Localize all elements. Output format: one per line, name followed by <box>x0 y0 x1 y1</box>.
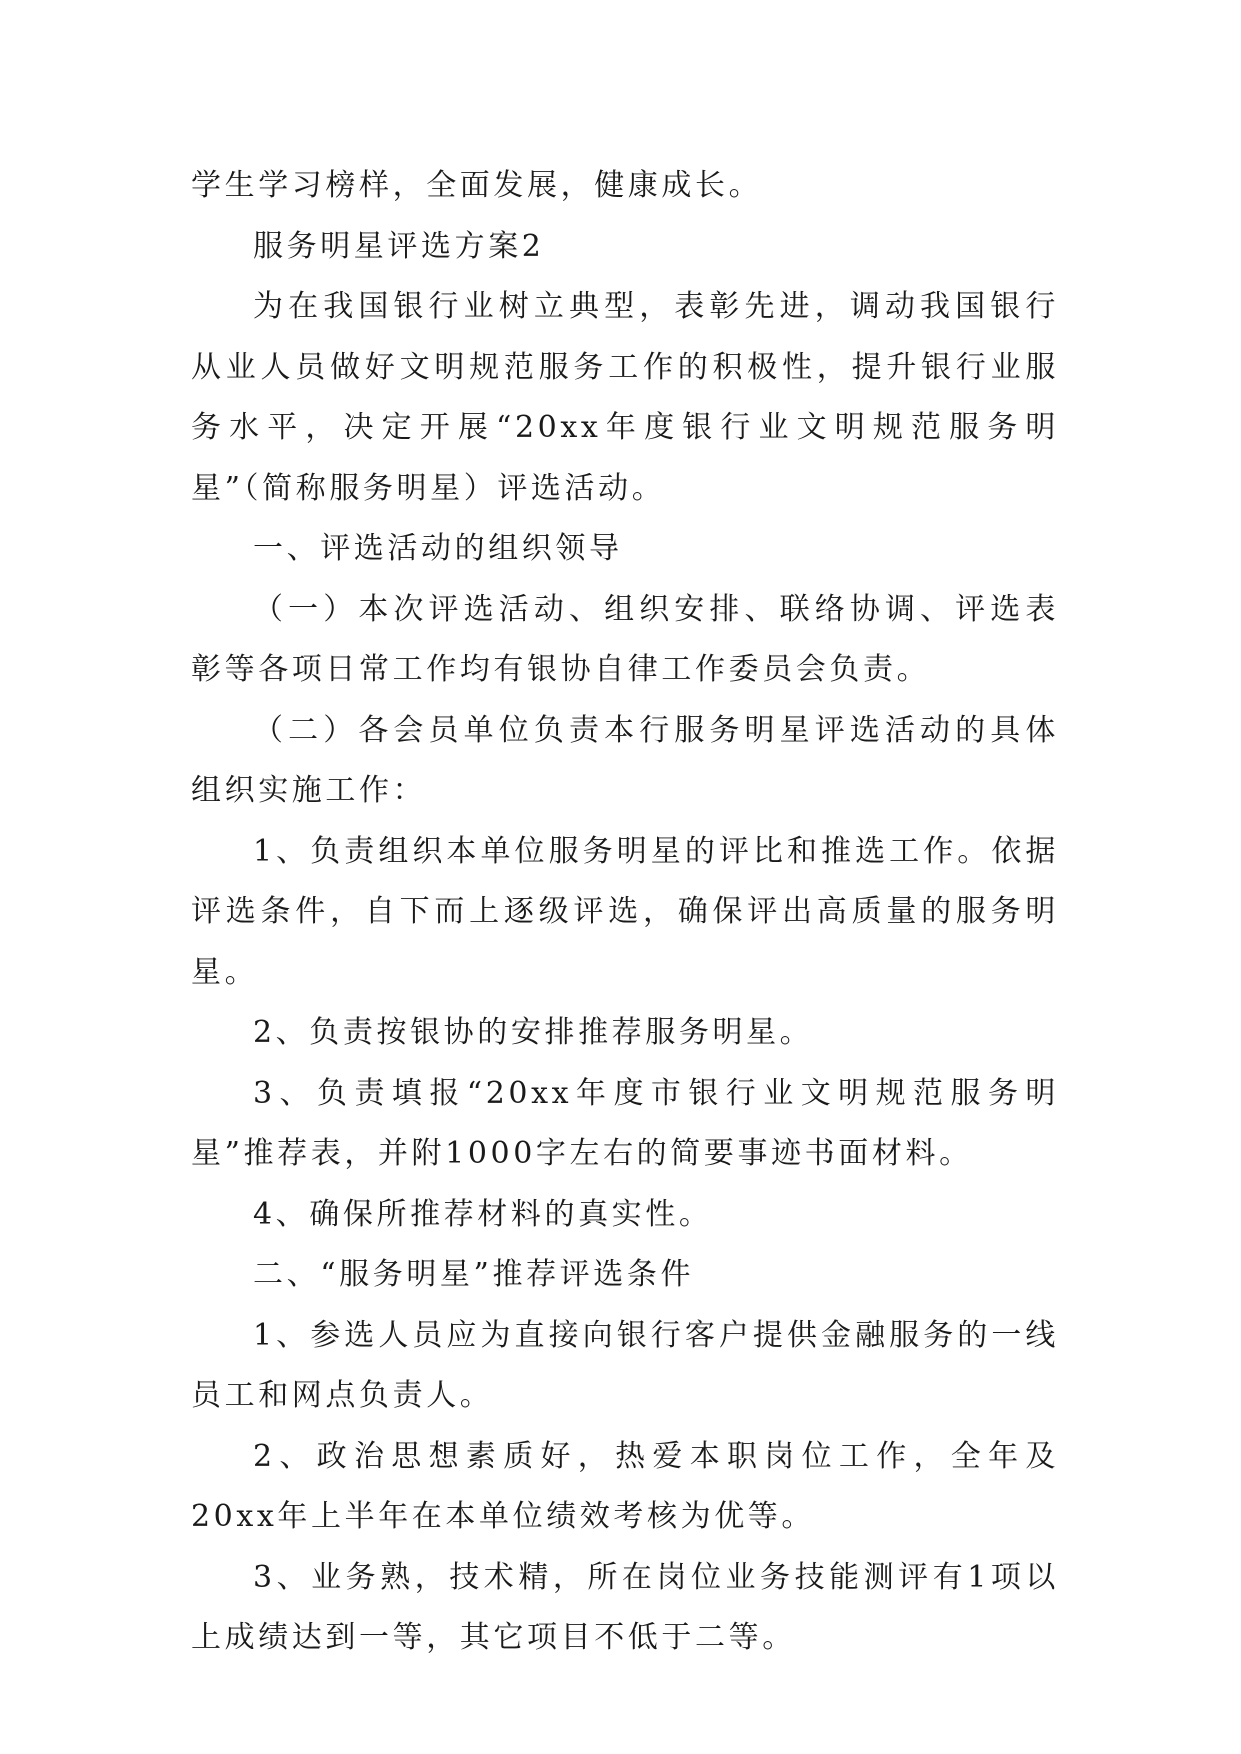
condition-item-3: 3、业务熟，技术精，所在岗位业务技能测评有1项以上成绩达到一等，其它项目不低于二等。 <box>191 1559 1059 1655</box>
list-item-2: 2、负责按银协的安排推荐服务明星。 <box>253 1015 814 1050</box>
list-item-1: 1、负责组织本单位服务明星的评比和推选工作。依据评选条件，自下而上逐级评选，确保评出高质量的服务明星。 <box>191 833 1059 990</box>
heading-organization: 一、评选活动的组织领导 <box>253 531 623 566</box>
paragraph-continuation: 学生学习榜样，全面发展，健康成长。 <box>191 168 763 203</box>
section-title: 服务明星评选方案2 <box>253 228 545 264</box>
document-body <box>191 156 1059 1669</box>
list-item-4: 4、确保所推荐材料的真实性。 <box>253 1196 713 1232</box>
paragraph-item-2: （二）各会员单位负责本行服务明星评选活动的具体组织实施工作： <box>191 712 1059 808</box>
condition-item-1: 1、参选人员应为直接向银行客户提供金融服务的一线员工和网点负责人。 <box>191 1317 1059 1413</box>
heading-conditions: 二、“服务明星”推荐评选条件 <box>253 1257 695 1292</box>
condition-item-2: 2、政治思想素质好，热爱本职岗位工作，全年及20xx年上半年在本单位绩效考核为优等。 <box>191 1438 1059 1534</box>
list-item-3: 3、负责填报“20xx年度市银行业文明规范服务明星”推荐表，并附1000字左右的简要事迹书面材料。 <box>191 1075 1059 1171</box>
intro-paragraph: 为在我国银行业树立典型，表彰先进，调动我国银行从业人员做好文明规范服务工作的积极性，提升银行业服务水平，决定开展“20xx年度银行业文明规范服务明星”（简称服务明星）评选活动。 <box>191 289 1059 506</box>
paragraph-item-1: （一）本次评选活动、组织安排、联络协调、评选表彰等各项日常工作均有银协自律工作委员会负责。 <box>191 591 1059 687</box>
